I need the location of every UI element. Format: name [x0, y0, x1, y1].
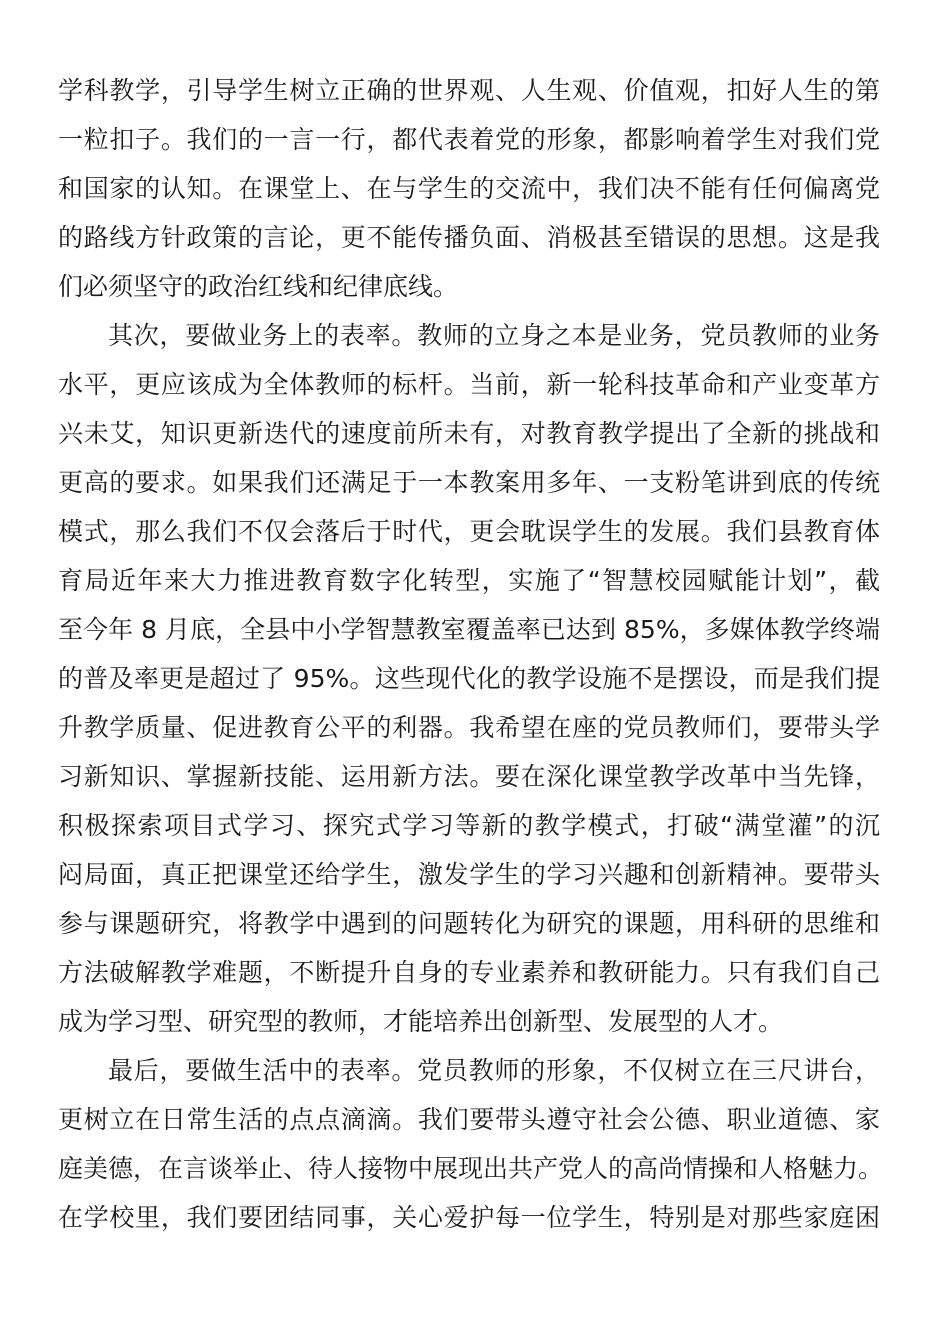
text-line: 参与课题研究，将教学中遇到的问题转化为研究的课题，用科研的思维和 — [58, 909, 880, 938]
text-line: 习新知识、掌握新技能、运用新方法。要在深化课堂教学改革中当先锋， — [58, 762, 880, 791]
text-line: 更高的要求。如果我们还满足于一本教案用多年、一支粉笔讲到底的传统 — [58, 468, 880, 497]
text-line: 方法破解教学难题，不断提升自身的专业素养和教研能力。只有我们自己 — [58, 958, 880, 987]
text-line: 成为学习型、研究型的教师，才能培养出创新型、发展型的人才。 — [58, 1007, 784, 1036]
text-line: 兴未艾，知识更新迭代的速度前所未有，对教育教学提出了全新的挑战和 — [58, 419, 880, 448]
text-line: 闷局面，真正把课堂还给学生，激发学生的学习兴趣和创新精神。要带头 — [58, 860, 880, 889]
paragraph-start-line: 最后，要做生活中的表率。党员教师的形象，不仅树立在三尺讲台， — [108, 1056, 880, 1085]
text-line: 的普及率更是超过了 95%。这些现代化的教学设施不是摆设，而是我们提 — [58, 664, 880, 693]
text-line: 升教学质量、促进教育公平的利器。我希望在座的党员教师们，要带头学 — [58, 713, 880, 742]
text-line: 庭美德，在言谈举止、待人接物中展现出共产党人的高尚情操和人格魅力。 — [58, 1154, 884, 1183]
text-line: 模式，那么我们不仅会落后于时代，更会耽误学生的发展。我们县教育体 — [58, 517, 880, 546]
text-line: 更树立在日常生活的点点滴滴。我们要带头遵守社会公德、职业道德、家 — [58, 1105, 880, 1134]
text-line: 积极探索项目式学习、探究式学习等新的教学模式，打破“满堂灌”的沉 — [58, 811, 880, 840]
text-line: 育局近年来大力推进教育数字化转型，实施了“智慧校园赋能计划”，截 — [58, 566, 880, 595]
text-line: 一粒扣子。我们的一言一行，都代表着党的形象，都影响着学生对我们党 — [58, 125, 880, 154]
text-line: 在学校里，我们要团结同事，关心爱护每一位学生，特别是对那些家庭困 — [58, 1203, 880, 1232]
text-line: 至今年 8 月底，全县中小学智慧教室覆盖率已达到 85%，多媒体教学终端 — [58, 615, 880, 644]
text-line: 的路线方针政策的言论，更不能传播负面、消极甚至错误的思想。这是我 — [58, 223, 880, 252]
paragraph-start-line: 其次，要做业务上的表率。教师的立身之本是业务，党员教师的业务 — [108, 321, 880, 350]
text-line: 水平，更应该成为全体教师的标杆。当前，新一轮科技革命和产业变革方 — [58, 370, 880, 399]
body-text — [58, 66, 884, 1242]
text-line: 和国家的认知。在课堂上、在与学生的交流中，我们决不能有任何偏离党 — [58, 174, 880, 203]
text-line: 们必须坚守的政治红线和纪律底线。 — [58, 272, 459, 301]
text-line: 学科教学，引导学生树立正确的世界观、人生观、价值观，扣好人生的第 — [58, 76, 880, 105]
